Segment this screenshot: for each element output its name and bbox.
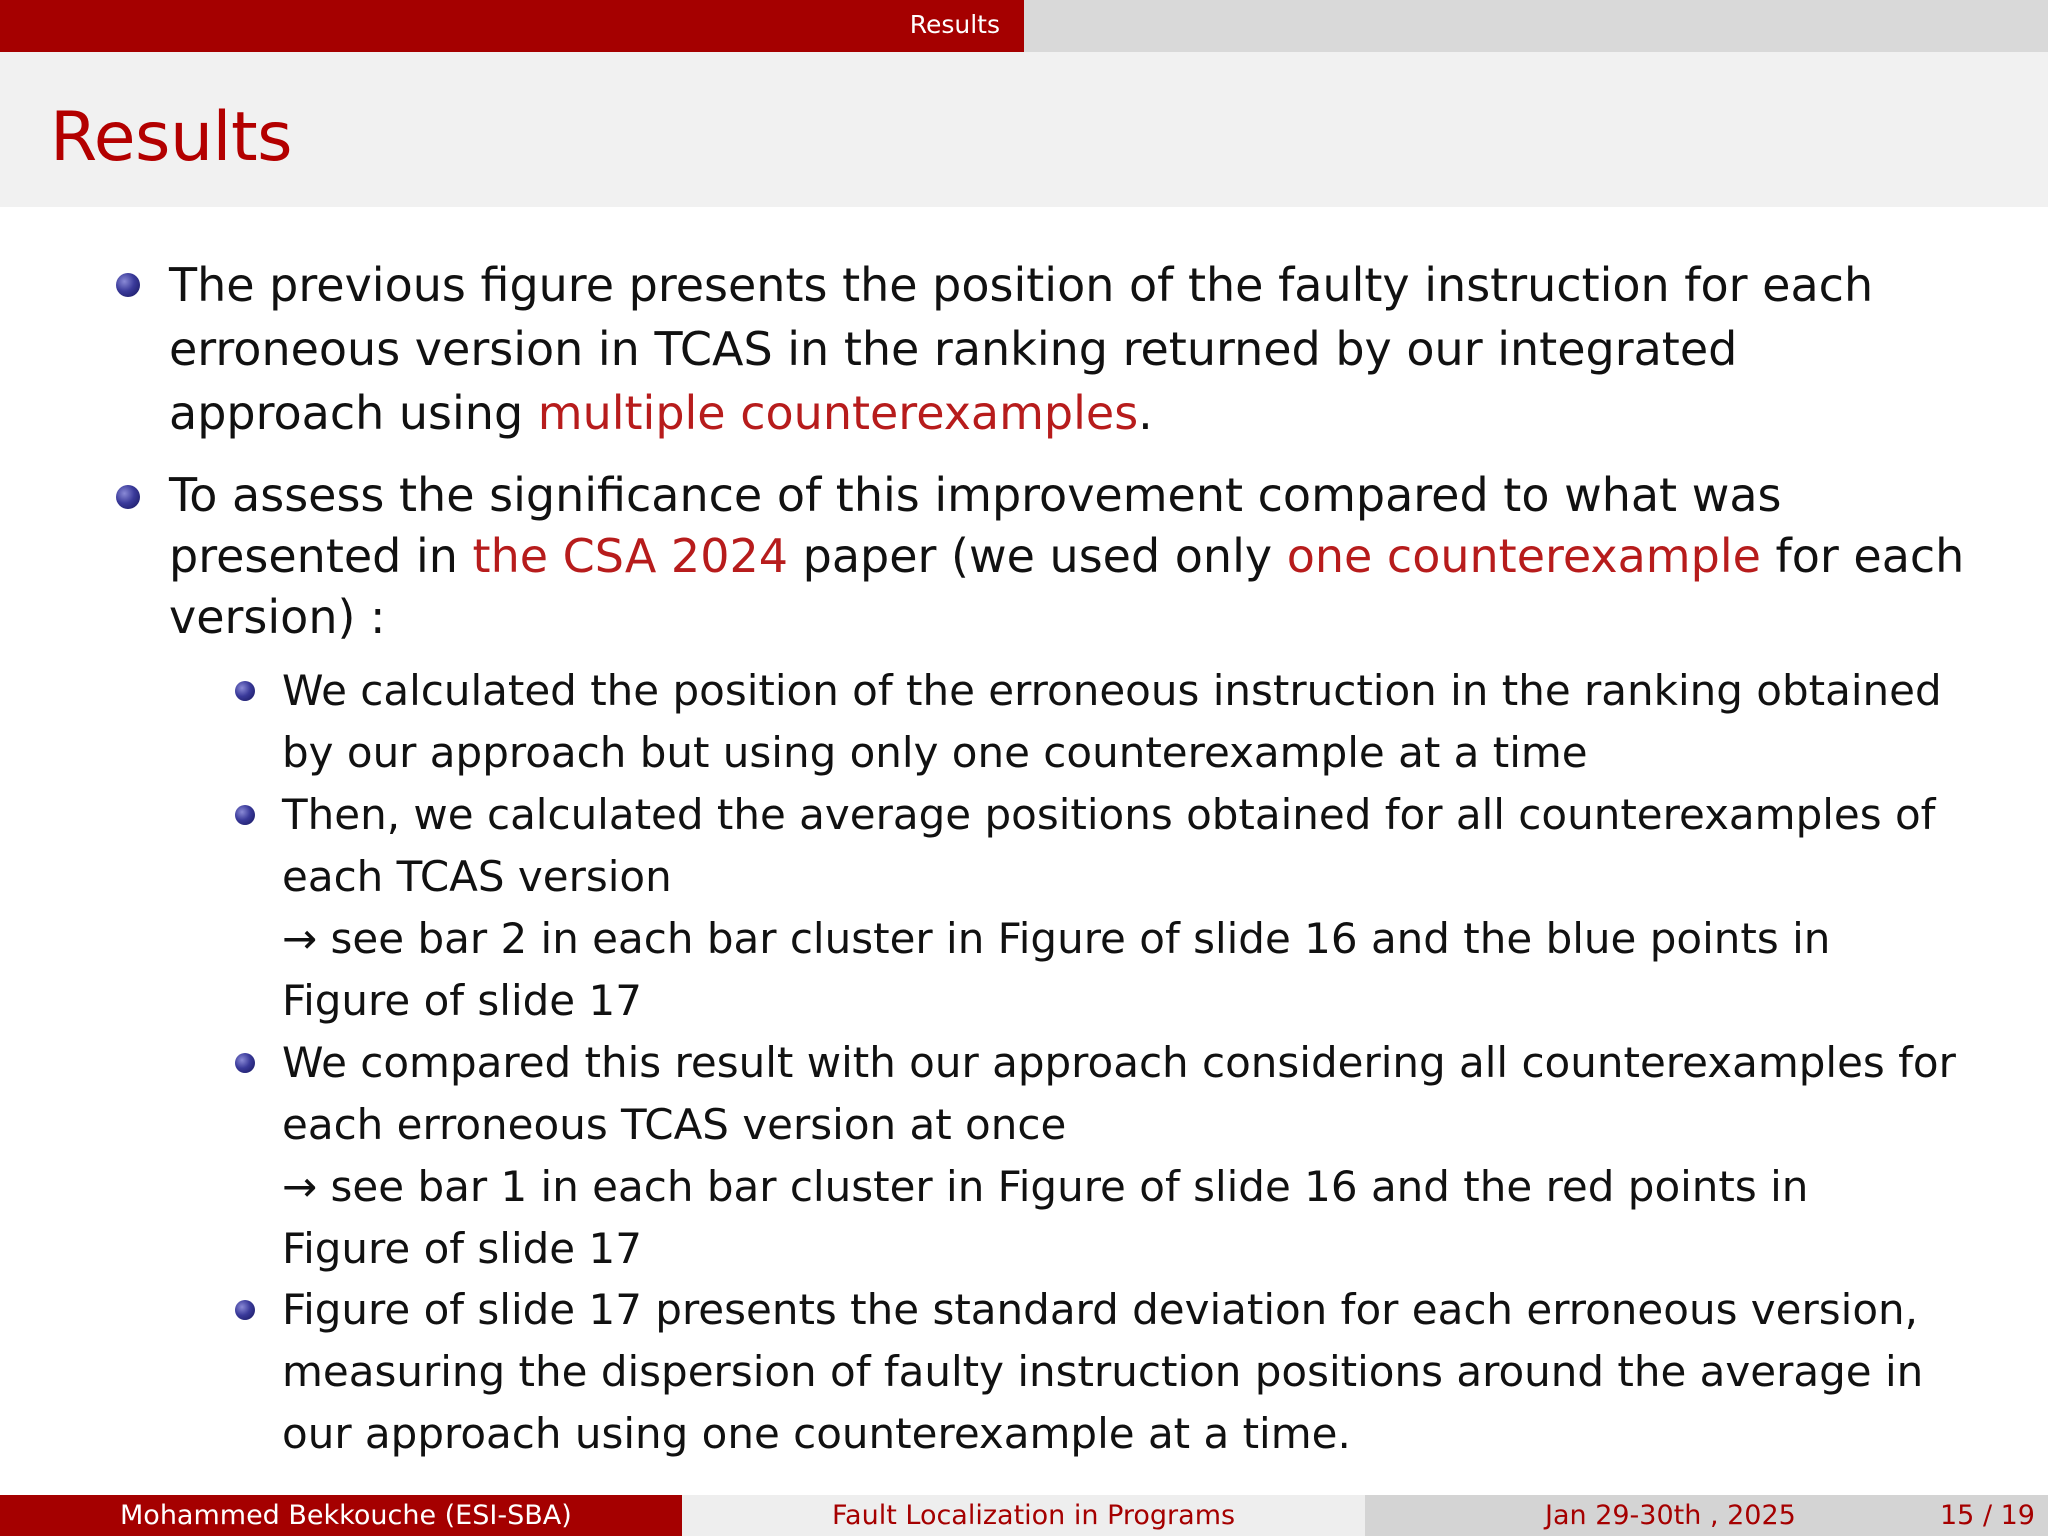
text-run: .	[1138, 386, 1153, 440]
bullet-1-line-2: erroneous version in TCAS in the ranking returned by our integrated	[169, 322, 1738, 376]
bullet-item-1	[169, 253, 1873, 445]
sub-bullet-item-3	[282, 1032, 1956, 1280]
footer-date-box	[1365, 1495, 2048, 1536]
frame-title-bar	[0, 52, 2048, 207]
section-navigation-bar	[0, 0, 2048, 52]
text-run: presented in	[169, 529, 473, 583]
text-run: for each	[1760, 529, 1965, 583]
sub-2-line-2: each TCAS version	[282, 852, 672, 901]
highlight-csa-2024: the CSA 2024	[472, 529, 788, 583]
bullet-2-line-2	[169, 526, 1964, 587]
highlight-multiple-counterexamples: multiple counterexamples	[537, 386, 1139, 440]
text-run: approach using	[169, 386, 538, 440]
sub-3-line-1: We compared this result with our approach considering all counterexamples for	[282, 1038, 1956, 1087]
bullet-ball-icon	[116, 273, 140, 297]
sub-bullet-ball-icon	[235, 1053, 255, 1073]
bullet-item-2	[169, 465, 1964, 648]
footer-talk-title: Fault Localization in Programs	[832, 1500, 1236, 1531]
sub-bullet-ball-icon	[235, 1300, 255, 1320]
bullet-1-line-1: The previous figure presents the position of the faulty instruction for each	[169, 258, 1874, 312]
sub-2-line-3: → see bar 2 in each bar cluster in Figure of slide 16 and the blue points in	[282, 914, 1831, 963]
sub-1-line-1: We calculated the position of the erroneous instruction in the ranking obtained	[282, 666, 1942, 715]
footline	[0, 1495, 2048, 1536]
sub-2-line-1: Then, we calculated the average positions obtained for all counterexamples of	[282, 790, 1936, 839]
footer-title-box	[682, 1495, 1365, 1536]
text-run: paper (we used only	[788, 529, 1287, 583]
footer-author-box	[0, 1495, 682, 1536]
sub-bullet-ball-icon	[235, 805, 255, 825]
highlight-one-counterexample: one counterexample	[1286, 529, 1761, 583]
sub-3-line-2: each erroneous TCAS version at once	[282, 1100, 1067, 1149]
page-title: Results	[50, 98, 293, 177]
footer-page-number: 15 / 19	[1940, 1500, 2035, 1531]
section-tab-results[interactable]	[0, 0, 1024, 52]
sub-1-line-2: by our approach but using only one counterexample at a time	[282, 728, 1588, 777]
sub-4-line-2: measuring the dispersion of faulty instruction positions around the average in	[282, 1347, 1924, 1396]
bullet-1-line-3	[169, 381, 1873, 445]
sub-bullet-item-4	[282, 1279, 1923, 1465]
bullet-ball-icon	[116, 485, 140, 509]
section-bar-remainder	[1024, 0, 2048, 52]
footer-author: Mohammed Bekkouche (ESI-SBA)	[120, 1500, 572, 1531]
sub-bullet-ball-icon	[235, 681, 255, 701]
sub-4-line-1: Figure of slide 17 presents the standard deviation for each erroneous version,	[282, 1285, 1918, 1334]
bullet-2-line-3: version) :	[169, 590, 386, 644]
sub-2-line-4: Figure of slide 17	[282, 976, 642, 1025]
sub-4-line-3: our approach using one counterexample at a time.	[282, 1409, 1351, 1458]
sub-bullet-item-1	[282, 660, 1942, 784]
sub-bullet-item-2	[282, 784, 1935, 1032]
section-tab-label: Results	[909, 10, 1000, 39]
sub-3-line-3: → see bar 1 in each bar cluster in Figure of slide 16 and the red points in	[282, 1162, 1809, 1211]
sub-3-line-4: Figure of slide 17	[282, 1224, 642, 1273]
footer-date: Jan 29-30th , 2025	[1545, 1500, 1796, 1531]
bullet-2-line-1: To assess the significance of this improvement compared to what was	[169, 468, 1782, 522]
